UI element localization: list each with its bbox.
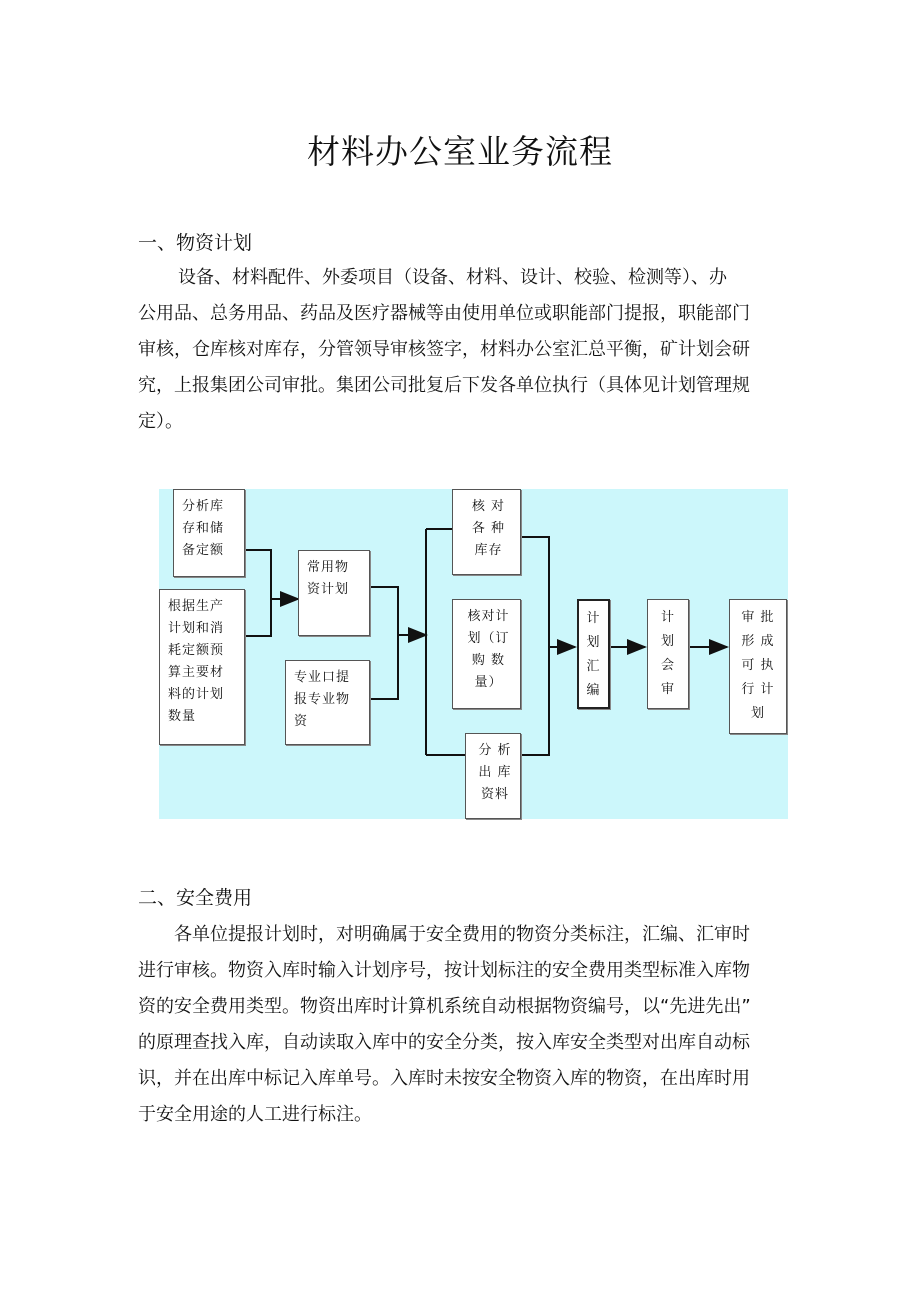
page-title: 材料办公室业务流程 [307,132,613,171]
box-production-plan: 根据生产 计划和消 耗定额预 算主要材 料的计划 数量 [159,589,245,745]
section1-paragraph [138,260,815,440]
connector-plans-join [370,587,398,699]
section1-line: 定）。 [138,411,183,432]
section2-heading: 二、安全费用 [138,887,253,909]
section1-line: 公用品、总务用品、药品及医疗器械等由使用单位或职能部门提报，职能部门 [138,303,750,324]
box-check-plan: 核对计 划（订 购 数 量） [452,599,521,709]
section1-line: 设备、材料配件、外委项目（设备、材料、设计、校验、检测等）、办 [178,267,727,288]
section1-heading: 一、物资计划 [138,232,253,254]
connector-inputs-join [245,550,271,636]
section2-line: 于安全用途的人工进行标注。 [138,1104,372,1125]
box-check-stock: 核 对 各 种 库存 [452,489,521,575]
box-common-plan: 常用物 资计划 [298,550,370,636]
box-compile: 计 划 汇 编 [577,599,610,709]
material-plan-flowchart [159,489,788,819]
section2-line: 资的安全费用类型。物资出库时计算机系统自动根据物资编号，以“先进先出” [138,996,751,1017]
box-approve: 审 批 形 成 可 执 行 计 划 [729,599,787,734]
box-meeting: 计 划 会 审 [647,599,689,709]
section2-line: 识，并在出库中标记入库单号。入库时未按安全物资入库的物资，在出库时用 [138,1068,750,1089]
section1-line: 审核，仓库核对库存，分管领导审核签字，材料办公室汇总平衡，矿计划会研 [138,339,750,360]
section2-line: 的原理查找入库，自动读取入库中的安全分类，按入库安全类型对出库自动标 [138,1032,750,1053]
section2-line: 进行审核。物资入库时输入计划序号，按计划标注的安全费用类型标准入库物 [138,960,750,981]
section1-line: 究，上报集团公司审批。集团公司批复后下发各单位执行（具体见计划管理规 [138,375,750,396]
section2-line: 各单位提报计划时，对明确属于安全费用的物资分类标注，汇编、汇审时 [174,924,750,945]
connector-checks-join [521,537,549,755]
section2-paragraph [138,917,815,1133]
box-analyze-out: 分 析 出 库 资料 [465,733,521,819]
box-special-plan: 专业口提 报专业物 资 [285,660,370,745]
box-analyze-stock: 分析库 存和储 备定额 [173,489,245,577]
